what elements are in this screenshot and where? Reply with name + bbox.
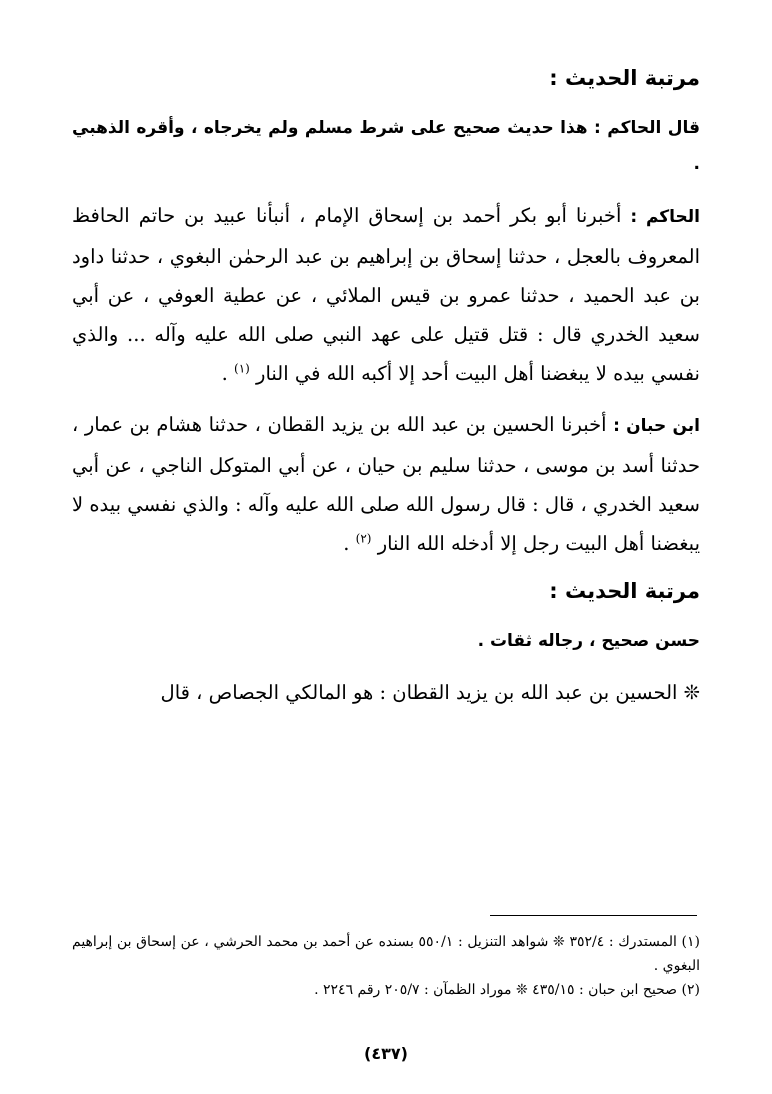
footnote-ref-2[interactable]: (٢) [355,531,372,546]
footnote-ref-1[interactable]: (١) [234,361,250,376]
footnote-1: (١) المستدرك : ٣٥٢/٤ ❊ شواهد التنزيل : ٥٥٠/١ بسنده عن أحمد بن محمد الحرشي ، عن إسحاق بن إبراهيم البغوي . [72,934,700,974]
hakim-note [72,110,700,182]
source-label-hakim: الحاكم : [630,207,701,227]
paragraph-end-2: . [343,532,356,555]
hadith-text-hakim: أخبرنا أبو بكر أحمد بن إسحاق الإمام ، أنبأنا عبيد بن حاتم الحافظ المعروف بالعجل ، حدثنا إسحاق بن إبراهيم بن عبد الرحمٰن البغوي ، حدثنا داود بن عبد الحميد ، حدثنا عمرو بن قيس الملائي ، عن عطية العوفي ، عن أبي سعيد الخدري قال : قتل قتيل على عهد النبي صلى الله عليه وآله ... والذي نفسي بيده لا يبغضنا أهل البيت أحد إلا أكبه الله في النار [72,204,700,385]
grade-note: حسن صحيح ، رجاله ثقات . [477,631,700,651]
hakim-note-lead: قال الحاكم : [594,118,701,138]
section-heading: مرتبة الحديث : [549,66,700,90]
hadith-paragraph-hakim [72,196,700,393]
footnotes [72,930,700,1002]
source-label-ibn-hibban: ابن حبان : [613,416,700,436]
page-number: (٤٣٧) [364,1044,408,1063]
section-heading-2: مرتبة الحديث : [549,579,700,603]
hadith-text-ibn-hibban: أخبرنا الحسين بن عبد الله بن يزيد القطان ، حدثنا هشام بن عمار ، حدثنا أسد بن موسى ، حدثنا سليم بن حيان ، عن أبي المتوكل الناجي ، عن أبي سعيد الخدري ، قال : قال رسول الله صلى الله عليه وآله : والذي نفسي بيده لا يبغضنا أهل البيت رجل إلا أدخله الله النار [72,413,700,555]
footnote-2: (٢) صحيح ابن حبان : ٤٣٥/١٥ ❊ موراد الظمآن : ٢٠٥/٧ رقم ٢٢٤٦ . [314,982,700,998]
page-body [72,62,700,724]
paragraph-end-1: . [221,362,235,385]
footnote-divider [490,915,697,916]
hadith-paragraph-ibn-hibban [72,405,700,563]
narrator-paragraph: ❊ الحسين بن عبد الله بن يزيد القطان : هو المالكي الجصاص ، قال [160,681,700,704]
hakim-note-text: هذا حديث صحيح على شرط مسلم ولم يخرجاه ، وأقره الذهبي . [72,118,700,174]
